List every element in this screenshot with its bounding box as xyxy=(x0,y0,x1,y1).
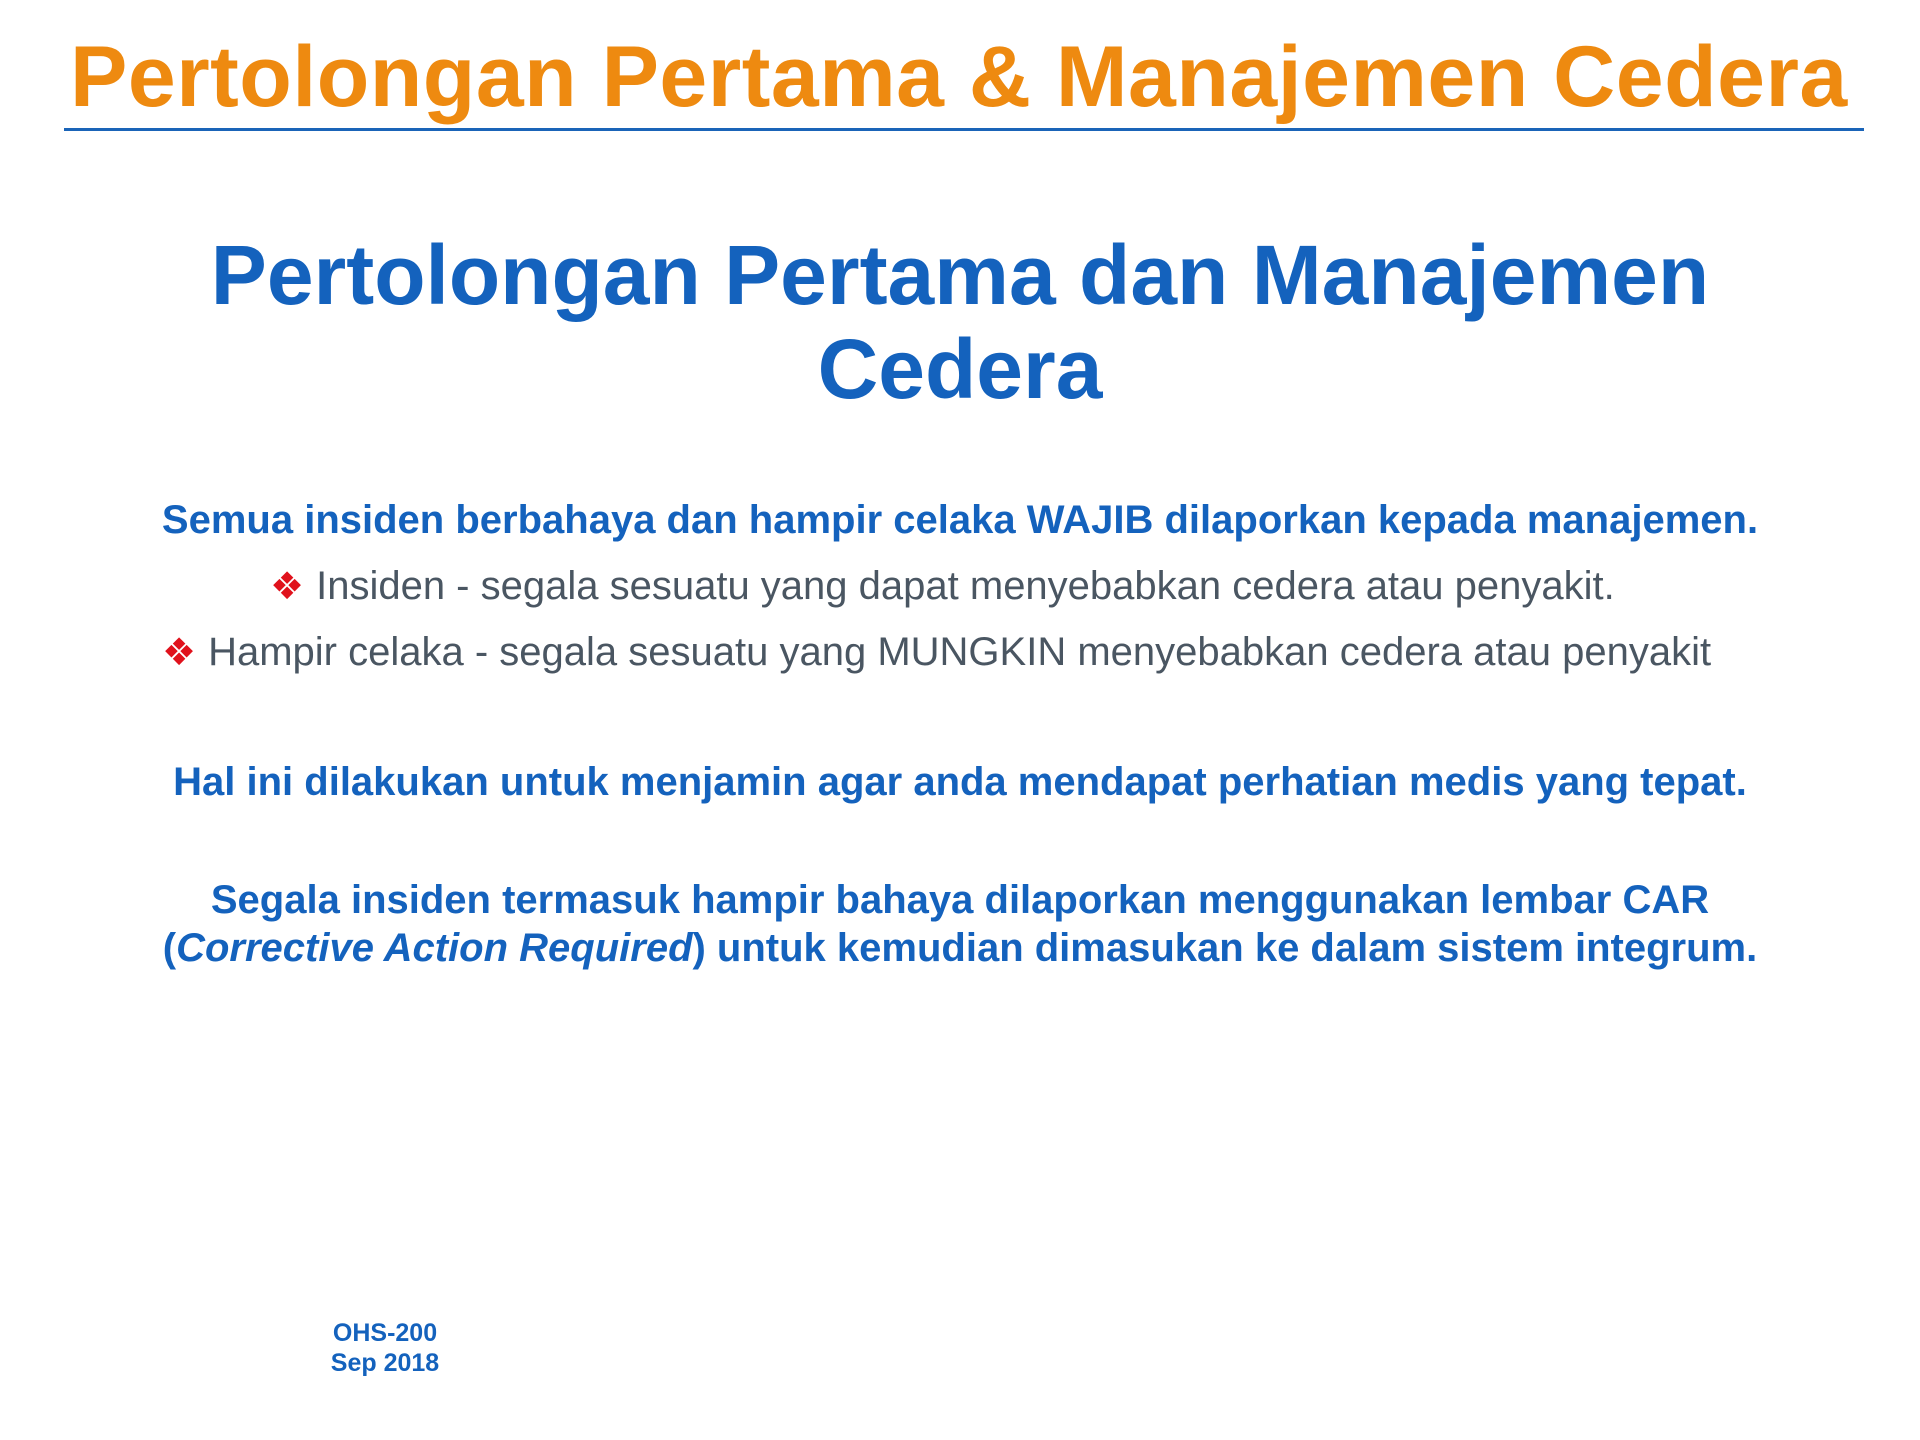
car-full-form: Corrective Action Required xyxy=(176,926,693,970)
reporting-requirement-text: Semua insiden berbahaya dan hampir celaka WAJIB dilaporkan kepada manajemen. xyxy=(161,498,1759,542)
car-reporting-line-2-rest: ) untuk kemudian dimasukan ke dalam sistem integrum. xyxy=(692,926,1758,970)
bullet-near-miss-text: Hampir celaka - segala sesuatu yang MUNGKIN menyebabkan cedera atau penyakit xyxy=(208,630,1712,674)
bullet-incident xyxy=(270,562,1615,611)
bullet-near-miss xyxy=(162,628,1711,677)
bullet-incident-text: Insiden - segala sesuatu yang dapat menyebabkan cedera atau penyakit. xyxy=(316,564,1615,608)
medical-attention-text: Hal ini dilakukan untuk menjamin agar anda mendapat perhatian medis yang tepat. xyxy=(173,760,1747,804)
car-reporting-line-1: Segala insiden termasuk hampir bahaya dilaporkan menggunakan lembar CAR xyxy=(210,878,1710,922)
header-divider xyxy=(64,128,1864,131)
document-date: Sep 2018 xyxy=(330,1349,440,1377)
diamond-bullet-icon: ❖ xyxy=(162,632,197,674)
slide-title-line-1: Pertolongan Pertama dan Manajemen xyxy=(210,228,1710,322)
diamond-bullet-icon: ❖ xyxy=(270,566,305,608)
header-title: Pertolongan Pertama & Manajemen Cedera xyxy=(70,29,1848,125)
car-open-paren: ( xyxy=(162,926,177,970)
document-code: OHS-200 xyxy=(332,1319,438,1347)
footer-info xyxy=(320,1318,450,1378)
slide-title-line-2: Cedera xyxy=(817,322,1103,416)
car-reporting-text xyxy=(60,876,1860,972)
slide-title xyxy=(60,228,1860,416)
